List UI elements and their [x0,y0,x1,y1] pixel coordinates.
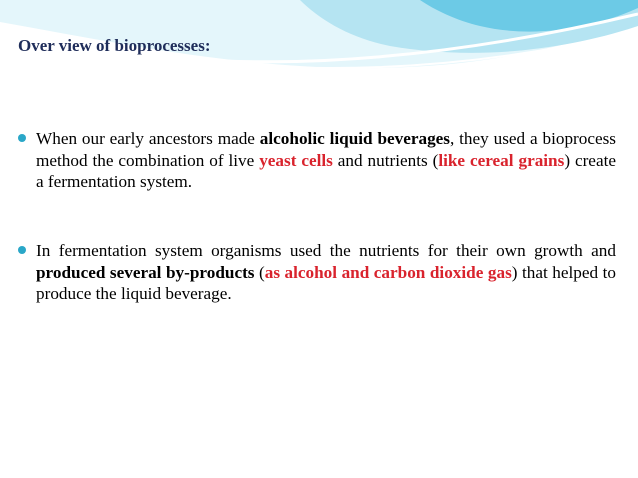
bullet-item-2 [18,240,616,305]
bullet-1-text-c: and nutrients ( [332,150,439,170]
bullet-1-highlight-grains: like cereal grains [438,150,565,170]
bullet-1-text-a: When our early ancestors made [36,129,260,148]
bullet-2-text-a: In fermentation system organisms used the nutrients for their own growth and [36,241,616,260]
bullet-text-2 [36,240,616,305]
bullet-2-text-b: ( [254,262,265,282]
bullet-item-1 [18,128,616,193]
bullet-2-text-c: ) that helped to produce the liquid beverage. [36,262,616,303]
bullet-2-highlight-byproducts: as alcohol and carbon dioxide gas [264,262,512,282]
bullet-dot-icon [18,246,26,254]
bullet-1-text-b: , they used a bioprocess method the combination of live [36,129,616,170]
bullet-text-1 [36,128,616,193]
bullet-1-highlight-yeast: yeast cells [259,150,333,170]
bullet-1-text-d: ) create a fermentation system. [36,150,616,191]
slide-title: Over view of bioprocesses: [18,36,211,55]
bullet-2-bold-term: produced several by-products [36,262,255,282]
bullet-dot-icon [18,134,26,142]
bullet-1-bold-term: alcoholic liquid beverages [259,129,450,148]
